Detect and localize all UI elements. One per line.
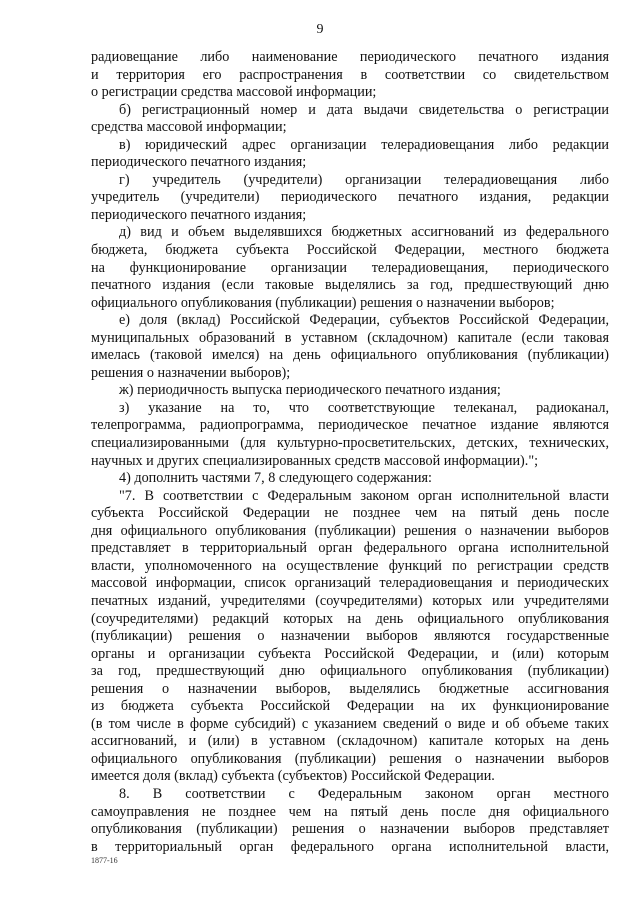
text-line: субъекта Российской Федерации не позднее чем на пятый день после	[91, 505, 609, 522]
text-line: на функционирование организации телерадиовещания, периодического	[91, 259, 609, 276]
text-line: е) доля (вклад) Российской Федерации, субъектов Российской Федерации,	[119, 312, 609, 329]
text-line: имелась (таковой имелся) на день официального опубликования (публикации)	[91, 347, 609, 364]
text-line: дня официального опубликования (публикации) решения о назначении выборов	[91, 522, 609, 539]
paragraph	[91, 49, 609, 102]
paragraph	[91, 488, 609, 786]
text-line: периодического печатного издания;	[91, 206, 307, 223]
text-line: учредитель (учредители) периодического печатного издания, редакции	[91, 189, 609, 206]
text-line: органы и организации субъекта Российской Федерации, и (или) которым	[91, 645, 609, 662]
text-line: телепрограмма, радиопрограмма, периодическое печатное издание являются	[91, 417, 609, 434]
paragraph	[91, 400, 609, 470]
text-line: в) юридический адрес организации телерадиовещания либо редакции	[119, 136, 609, 153]
text-line: за год, предшествующий дню официального опубликования (публикации)	[91, 663, 609, 680]
text-line: 4) дополнить частями 7, 8 следующего содержания:	[119, 470, 432, 487]
text-line: официального опубликования (публикации) решения о назначении выборов;	[91, 294, 555, 311]
text-line: самоуправления не позднее чем на пятый день после дня официального	[91, 803, 609, 820]
text-line: печатных изданий, учредителями (соучредителями) которых или учредителями	[91, 592, 609, 609]
text-line: б) регистрационный номер и дата выдачи свидетельства о регистрации	[119, 101, 609, 118]
text-line: опубликования (публикации) решения о назначении выборов представляет	[91, 821, 609, 838]
text-line: в территориальный орган федерального органа исполнительной власти,	[91, 838, 609, 855]
text-line: "7. В соответствии с Федеральным законом орган исполнительной власти	[119, 487, 609, 504]
paragraph	[91, 312, 609, 382]
text-line: массовой информации, список организаций телерадиовещания и периодических	[91, 575, 609, 592]
text-line: решения о назначении выборов);	[91, 364, 291, 381]
text-line: и территория его распространения в соответствии со свидетельством	[91, 66, 609, 83]
text-line: 8. В соответствии с Федеральным законом орган местного	[119, 785, 609, 802]
text-line: власти, уполномоченного на осуществление функций по регистрации средств	[91, 557, 609, 574]
text-line: бюджета, бюджета субъекта Российской Федерации, местного бюджета	[91, 242, 609, 259]
document-code: 1877-16	[91, 856, 118, 865]
text-line: из бюджета субъекта Российской Федерации на их функционирование	[91, 698, 609, 715]
text-line: печатного издания (если таковые выделялись за год, предшествующий дню	[91, 277, 609, 294]
text-line: д) вид и объем выделявшихся бюджетных ассигнований из федерального	[119, 224, 609, 241]
text-line: о регистрации средства массовой информации;	[91, 84, 377, 101]
text-line: научных и других специализированных средств массовой информации).";	[91, 452, 539, 469]
text-line: (в том числе в форме субсидий) с указанием сведений о виде и об объеме таких	[91, 715, 609, 732]
text-line: решения о назначении выборов, выделялись бюджетные ассигнования	[91, 680, 609, 697]
text-line: (соучредителями) редакций которых на день официального опубликования	[91, 610, 609, 627]
paragraph	[91, 470, 609, 488]
document-body	[91, 49, 609, 856]
paragraph	[91, 786, 609, 856]
paragraph	[91, 172, 609, 225]
text-line: средства массовой информации;	[91, 119, 287, 136]
paragraph	[91, 137, 609, 172]
text-line: (публикации) решения о назначении выборов являются государственные	[91, 628, 609, 645]
text-line: специализированными (для культурно-просветительских, детских, технических,	[91, 435, 609, 452]
text-line: з) указание на то, что соответствующие телеканал, радиоканал,	[119, 399, 609, 416]
paragraph	[91, 224, 609, 312]
page-number: 9	[316, 22, 324, 37]
paragraph	[91, 382, 609, 400]
text-line: г) учредитель (учредители) организации телерадиовещания либо	[119, 171, 609, 188]
text-line: муниципальных образований в уставном (складочном) капитале (если таковая	[91, 329, 609, 346]
text-line: ассигнований, и (или) в уставном (складочном) капитале которых на день	[91, 733, 609, 750]
text-line: имеется доля (вклад) субъекта (субъектов) Российской Федерации.	[91, 768, 495, 785]
paragraph	[91, 102, 609, 137]
text-line: ж) периодичность выпуска периодического печатного издания;	[119, 382, 501, 399]
text-line: представляет в территориальный орган федерального органа исполнительной	[91, 540, 609, 557]
text-line: периодического печатного издания;	[91, 154, 307, 171]
text-line: радиовещание либо наименование периодического печатного издания	[91, 49, 609, 65]
text-line: официального опубликования (публикации) решения о назначении выборов	[91, 750, 609, 767]
